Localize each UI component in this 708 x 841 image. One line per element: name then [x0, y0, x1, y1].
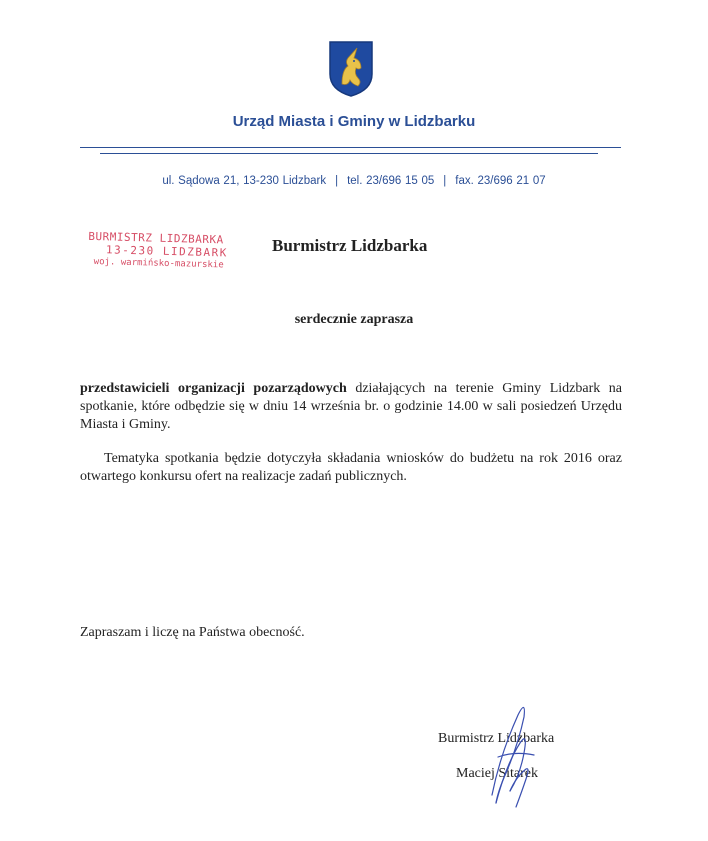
handwritten-signature: [480, 695, 560, 820]
header-divider-top: [80, 147, 621, 148]
contact-separator: |: [335, 175, 339, 187]
signature-name: Maciej Sitarek: [456, 766, 539, 781]
contact-line: [0, 175, 708, 187]
organization-name: Urząd Miasta i Gminy w Lidzbarku: [232, 113, 476, 130]
letter-title: Burmistrz Lidzbarka: [272, 236, 428, 255]
paragraph-topic: Tematyka spotkania będzie dotyczyła składania wniosków do budżetu na rok 2016 oraz otwartego konkursu ofert na realizacje zadań publicznych.: [80, 451, 622, 484]
unicorn-crest-icon: [328, 40, 374, 98]
phone-text: tel. 23/696 15 05: [347, 175, 435, 187]
contact-separator: |: [443, 175, 447, 187]
signature-title: Burmistrz Lidzbarka: [438, 731, 555, 746]
invitation-phrase: serdecznie zaprasza: [294, 312, 414, 327]
stamp-line-2: 13-230 LIDZBARK: [105, 243, 228, 260]
closing-line: Zapraszam i liczę na Państwa obecność.: [80, 625, 305, 640]
official-stamp: [88, 230, 254, 273]
fax-text: fax. 23/696 21 07: [455, 175, 546, 187]
paragraph-invitees: [80, 380, 622, 434]
stamp-line-1: BURMISTRZ LIDZBARKA: [88, 229, 224, 247]
invitees-details: działających na terenie Gminy Lidzbark na spotkanie, które odbędzie się w dniu 14 września br. o godzinie 14.00 w sali posiedzeń Urzędu Miasta i Gminy.: [80, 381, 622, 432]
stamp-line-3: woj. warmińsko-mazurskie: [93, 256, 224, 271]
header-divider-bottom: [100, 153, 598, 154]
invitees-bold: przedstawicieli organizacji pozarządowych: [80, 381, 347, 396]
address-text: ul. Sądowa 21, 13-230 Lidzbark: [162, 175, 327, 187]
